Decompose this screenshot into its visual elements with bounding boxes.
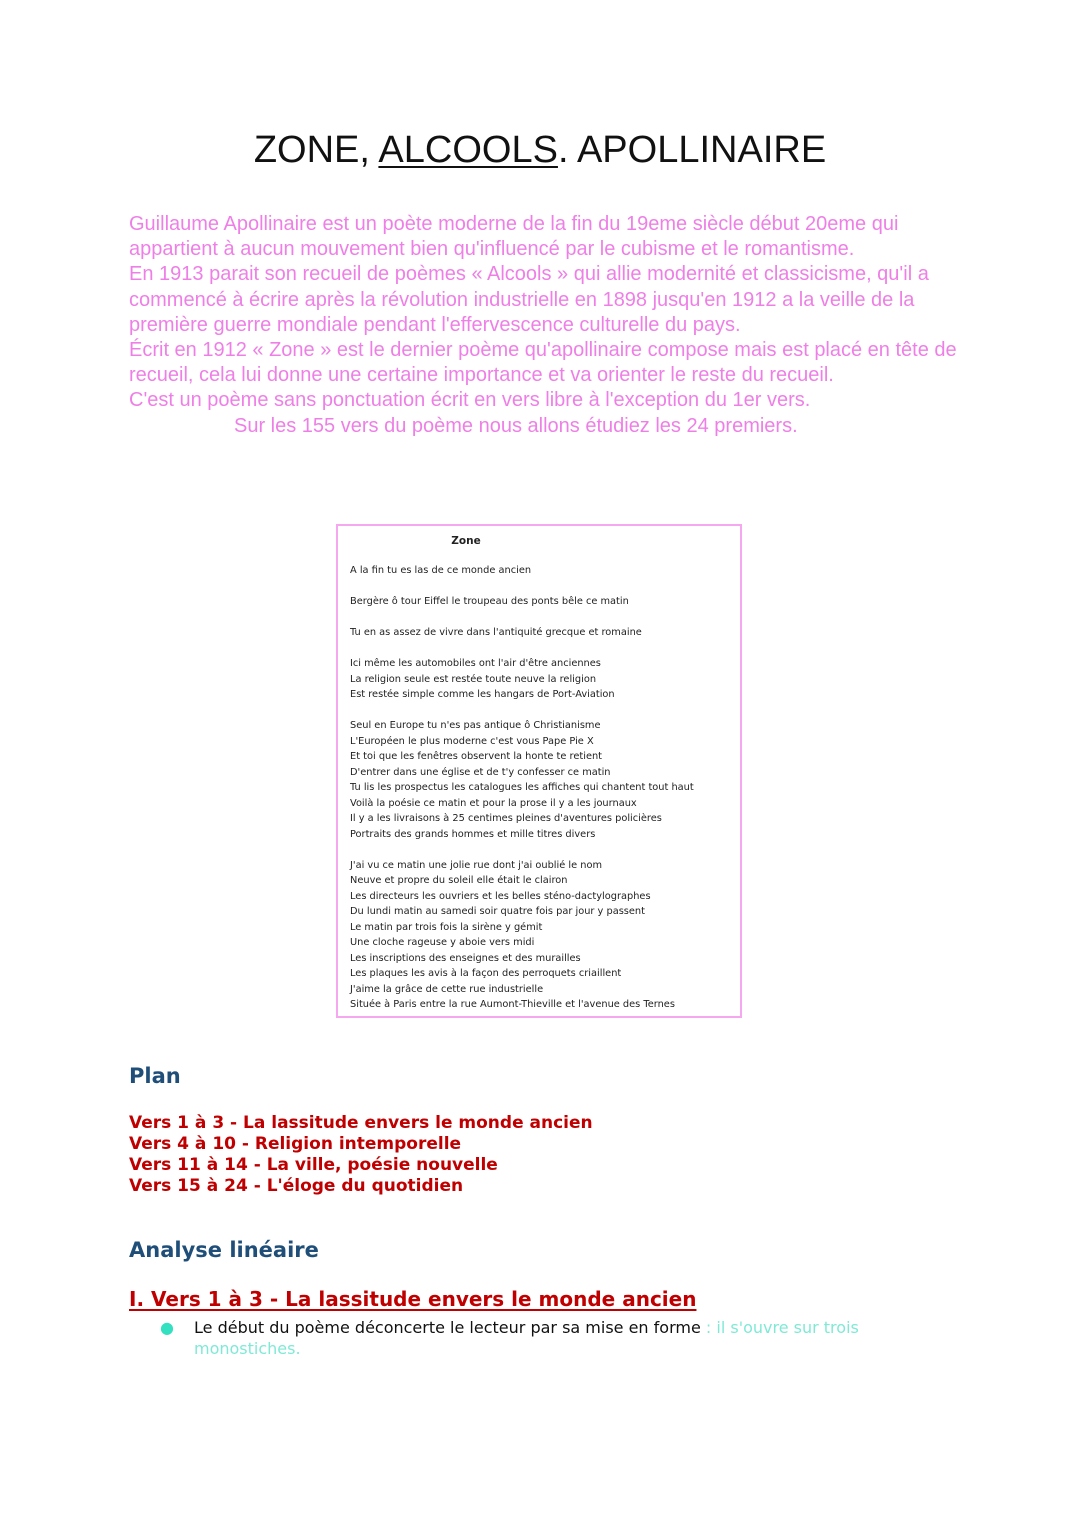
poem-line: A la fin tu es las de ce monde ancien (350, 565, 532, 576)
plan-item: Vers 4 à 10 - Religion intemporelle (129, 1134, 462, 1154)
poem-line: Les inscriptions des enseignes et des murailles (350, 952, 581, 964)
poem-line: Une cloche rageuse y aboie vers midi (350, 937, 535, 948)
poem-line: Tu lis les prospectus les catalogues les affiches qui chantent tout haut (350, 782, 694, 793)
poem-lines (350, 563, 740, 1013)
poem-line: D'entrer dans une église et de t'y confesser ce matin (350, 766, 611, 778)
poem-line: Bergère ô tour Eiffel le troupeau des ponts bêle ce matin (350, 596, 629, 607)
title-part-1: ZONE, (253, 129, 379, 171)
poem-line: Située à Paris entre la rue Aumont-Thieville et l'avenue des Ternes (350, 999, 675, 1010)
poem-line: J'ai vu ce matin une jolie rue dont j'ai oublié le nom (350, 859, 602, 871)
plan-item: Vers 11 à 14 - La ville, poésie nouvelle (129, 1155, 498, 1175)
plan-item: Vers 15 à 24 - L'éloge du quotidien (129, 1176, 464, 1196)
plan-item: Vers 1 à 3 - La lassitude envers le monde ancien (129, 1113, 593, 1133)
intro-paragraph: En 1913 parait son recueil de poèmes « Alcools » qui allie modernité et classicisme, qu'il a commencé à écrire après la révolution industrielle en 1898 jusqu'en 1912 a la veille de la première guerre mondiale pendant l'effervescence culturelle du pays. (129, 263, 929, 336)
stanza-gap (350, 842, 740, 858)
intro-paragraph: Guillaume Apollinaire est un poète moderne de la fin du 19eme siècle début 20eme qui appartient à aucun mouvement bien qu'influencé par le cubisme et le romantisme. (129, 213, 899, 261)
poem-line: Neuve et propre du soleil elle était le clairon (350, 875, 568, 886)
poem-line: Voilà la poésie ce matin et pour la prose il y a les journaux (350, 797, 637, 809)
bullet-text (194, 1317, 950, 1359)
poem-line: Le matin par trois fois la sirène y gémit (350, 921, 543, 933)
intro-paragraphs (129, 212, 959, 439)
bullet-icon: ● (160, 1318, 174, 1337)
poem-excerpt-box (336, 524, 742, 1018)
title-part-3: . APOLLINAIRE (557, 129, 827, 171)
analyse-heading: Analyse linéaire (129, 1238, 319, 1262)
poem-line: J'aime la grâce de cette rue industrielle (350, 983, 544, 995)
intro-paragraph: C'est un poème sans ponctuation écrit en vers libre à l'exception du 1er vers. (129, 389, 811, 412)
bullet-item (160, 1317, 950, 1359)
poem-line: Seul en Europe tu n'es pas antique ô Christianisme (350, 720, 601, 731)
poem-line: La religion seule est restée toute neuve la religion (350, 673, 597, 685)
poem-line: Tu en as assez de vivre dans l'antiquité grecque et romaine (350, 627, 642, 638)
part-one-heading: I. Vers 1 à 3 - La lassitude envers le monde ancien (129, 1287, 697, 1311)
bullet-main-text: Le début du poème déconcerte le lecteur par sa mise en forme (194, 1318, 701, 1337)
poem-line: Portraits des grands hommes et mille titres divers (350, 828, 596, 840)
poem-line: Il y a les livraisons à 25 centimes pleines d'aventures policières (350, 813, 662, 824)
poem-line: Est restée simple comme les hangars de Port-Aviation (350, 689, 615, 700)
poem-line: Les plaques les avis à la façon des perroquets criaillent (350, 968, 622, 979)
page-title (0, 127, 1080, 173)
stanza-gap (350, 579, 740, 595)
bullet-note-text: : il s'ouvre sur trois monostiches. (194, 1318, 859, 1358)
plan-list (129, 1113, 593, 1197)
stanza-gap (350, 703, 740, 719)
title-collection-name: ALCOOLS (378, 129, 558, 171)
poem-line: L'Européen le plus moderne c'est vous Pape Pie X (350, 735, 594, 747)
intro-paragraph: Sur les 155 vers du poème nous allons étudiez les 24 premiers. (234, 414, 798, 437)
plan-heading: Plan (129, 1064, 181, 1088)
stanza-gap (350, 641, 740, 657)
poem-line: Les directeurs les ouvriers et les belles sténo-dactylographes (350, 890, 651, 902)
poem-title: Zone (451, 535, 481, 547)
poem-line: Du lundi matin au samedi soir quatre fois par jour y passent (350, 906, 645, 917)
stanza-gap (350, 610, 740, 626)
poem-line: Ici même les automobiles ont l'air d'être anciennes (350, 658, 601, 669)
intro-paragraph: Écrit en 1912 « Zone » est le dernier poème qu'apollinaire compose mais est placé en tête de recueil, cela lui donne une certaine importance et va orienter le reste du recueil. (129, 339, 957, 387)
poem-line: Et toi que les fenêtres observent la honte te retient (350, 751, 603, 762)
